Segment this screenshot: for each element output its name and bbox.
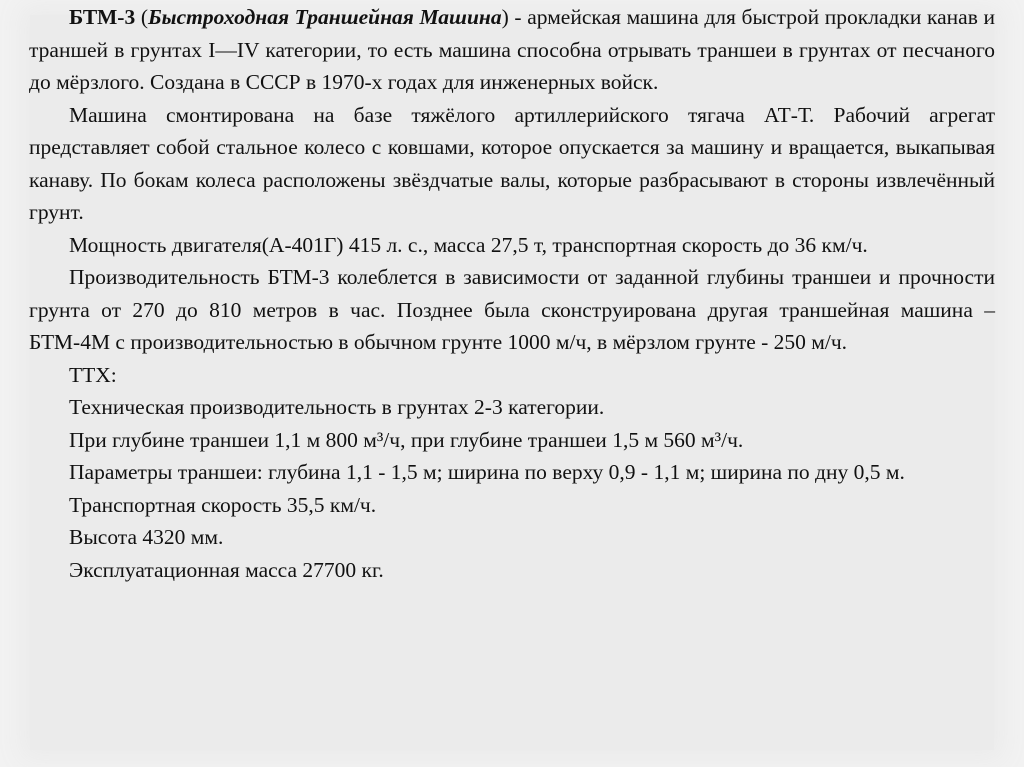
spec-height: Высота 4320 мм. (69, 525, 224, 549)
intro-paragraph (29, 1, 995, 99)
spec-operating-mass: Эксплуатационная масса 27700 кг. (69, 557, 384, 582)
spec-depth-productivity: При глубине траншеи 1,1 м 800 м³/ч, при глубине траншеи 1,5 м 560 м³/ч. (69, 427, 744, 452)
paragraph-engine: Мощность двигателя(А-401Г) 415 л. с., масса 27,5 т, транспортная скорость до 36 км/ч. (69, 232, 868, 257)
spec-technical-productivity: Техническая производительность в грунтах 2-3 категории. (69, 395, 605, 419)
paragraph-productivity: Производительность БТМ-3 колеблется в зависимости от заданной глубины траншеи и прочности грунта от 270 до 810 метров в час. Позднее была сконструирована другая траншейная машина – БТМ-4М с производительностью в обычном грунте 1000 м/ч, в мёрзлом грунте - 250 м/ч. (29, 265, 995, 354)
term-expansion: Быстроходная Траншейная Машина (148, 5, 502, 29)
spec-trench-parameters: Параметры траншеи: глубина 1,1 - 1,5 м; ширина по верху 0,9 - 1,1 м; ширина по дну 0,5 м. (69, 460, 905, 484)
spec-transport-speed: Транспортная скорость 35,5 км/ч. (69, 492, 377, 517)
document-body (29, 1, 995, 586)
term-btm3: БТМ-3 (69, 5, 136, 29)
close-paren: ) (501, 5, 509, 29)
intro-text: - армейская машина для быстрой прокладки канав и траншей в грунтах I—IV категории, то есть машина способна отрывать траншеи в грунтах от песчаного до мёрзлого. Создана в СССР в 1970-х годах для инженерных войск. (29, 5, 995, 94)
paragraph-base-vehicle: Машина смонтирована на базе тяжёлого артиллерийского тягача АТ-Т. Рабочий агрегат представляет собой стальное колесо с ковшами, которое опускается за машину и вращается, выкапывая канаву. По бокам колеса расположены звёздчатые валы, которые разбрасывают в стороны извлечённый грунт. (29, 102, 995, 224)
open-paren: ( (135, 5, 148, 29)
ttx-heading: ТТХ: (69, 362, 117, 387)
